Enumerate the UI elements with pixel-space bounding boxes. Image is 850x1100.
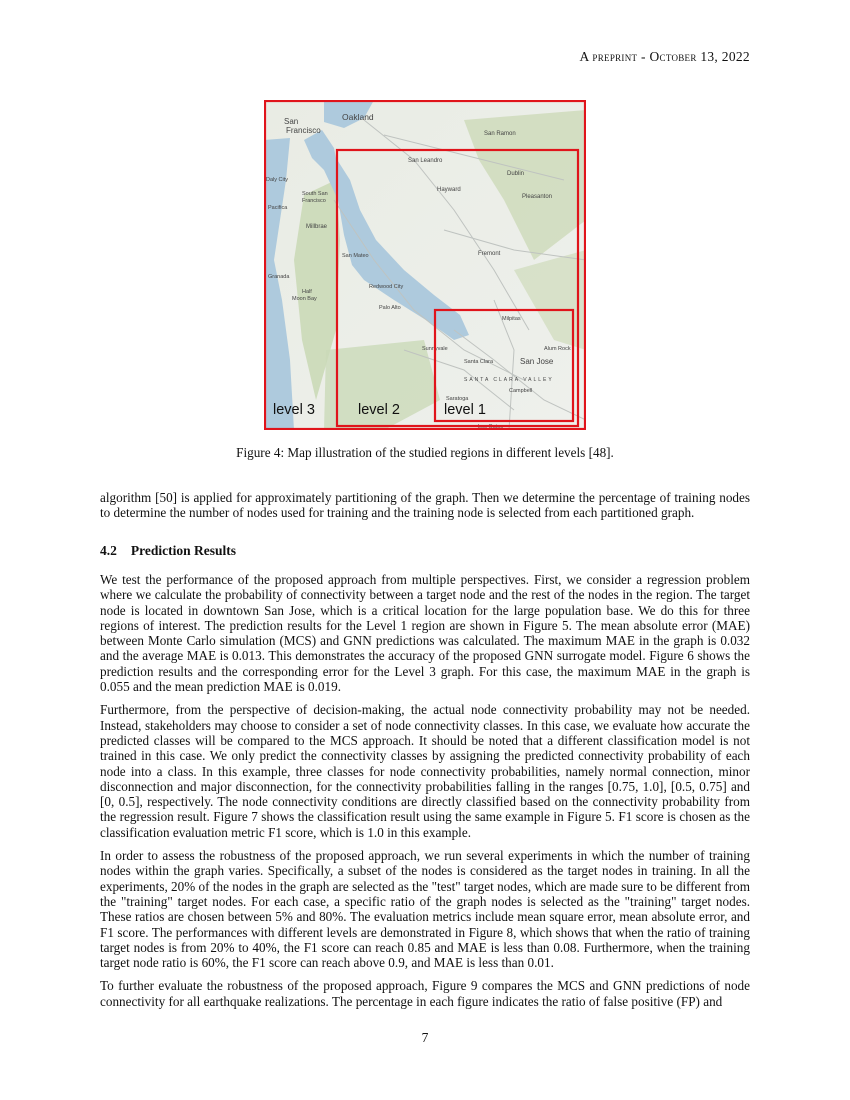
map-label: Los Gatos [478,424,504,430]
map-label: San [284,117,299,126]
paragraph: algorithm [50] is applied for approximately partitioning of the graph. Then we determine the percentage of training nodes to determine the number of nodes used for training and the training node is selected from each partitioned graph. [100,490,750,521]
running-header: A preprint - October 13, 2022 [579,49,750,64]
map-label: San Leandro [408,158,443,164]
map-label: Granada [268,274,290,280]
map-label: Redwood City [369,284,404,290]
paragraph: To further evaluate the robustness of the proposed approach, Figure 9 compares the MCS and GNN predictions of node connectivity for all earthquake realizations. The percentage in each figure indicates the ratio of false positive (FP) and [100,978,750,1009]
map-label: Saratoga [446,396,469,402]
map-label: Alum Rock [544,346,571,352]
map-label: Sunnyvale [422,346,448,352]
section-number: 4.2 [100,543,117,558]
map-figure [264,100,586,430]
section-body [100,572,750,1017]
map-label: Dublin [507,171,525,177]
map-label: Hayward [437,187,461,193]
map-label: Santa Clara [464,359,494,365]
map-label: Campbell [509,388,533,394]
map-label: Half [302,289,312,295]
map-label: Milpitas [502,316,521,322]
paragraph-top [100,490,750,529]
section-heading [100,543,236,559]
paragraph: We test the performance of the proposed approach from multiple perspectives. First, we consider a regression problem where we calculate the probability of connectivity between a target node and the rest of the nodes in the region. The target node is located in downtown San Jose, which is a critical location for the large population base. We do this for three regions of interest. The prediction results for the Level 1 region are shown in Figure 5. The mean absolute error (MAE) between Monte Carlo simulation (MCS) and GNN predictions was calculated. The maximum MAE in the graph is 0.032 and the average MAE is 0.013. This demonstrates the accuracy of the proposed GNN surrogate model. Figure 6 shows the prediction results and the corresponding error for the Level 3 graph. For this case, the maximum MAE in the graph is 0.055 and the mean prediction MAE is 0.019. [100,572,750,695]
map-label: San Jose [520,357,554,366]
paragraph: Furthermore, from the perspective of decision-making, the actual node connectivity probability may not be needed. Instead, stakeholders may choose to consider a set of node connectivity classes. In this case, we evaluate how accurate the predicted classes will be compared to the MCS approach. It should be noted that a different classification model is not trained in this case. We only predict the connectivity classes by assigning the predicted connectivity probability of each node into a class. In this example, three classes for node connectivity probabilities, namely normal connection, minor disconnection and major disconnection, for the connectivity probabilities falling in the ranges [0.75, 1.0], [0.5, 0.75] and [0, 0.5], respectively. The node connectivity conditions are directly classified based on the connectivity probability from the regression result. Figure 7 shows the classification result using the same example in Figure 5. F1 score is chosen as the classification evaluation metric F1 score, which is 1.0 in this example. [100,702,750,840]
map-label: Pleasanton [522,194,553,200]
map-label: San Mateo [342,253,369,259]
map-label: San Ramon [484,131,516,137]
map-label: Fremont [478,251,501,257]
level-2-label: level 2 [358,402,400,418]
map-label: Moon Bay [292,296,317,302]
figure-caption: Figure 4: Map illustration of the studied regions in different levels [48]. [236,445,614,460]
map-label: South San [302,191,328,197]
map-label: Oakland [342,112,374,122]
paragraph: In order to assess the robustness of the proposed approach, we run several experiments in which the number of training nodes within the graph varies. Specifically, a subset of the nodes is considered as the target nodes in training. In all the experiments, 20% of the nodes in the graph are selected as the "test" target nodes, which are made sure to be different from the "training" target nodes. For each case, a specific ratio of the graph nodes is selected as the "training" target nodes. These ratios are chosen between 5% and 80%. The evaluation metrics include mean square error, mean absolute error, and F1 score. The performances with different levels are demonstrated in Figure 8, which shows that when the ratio of training target nodes is from 20% to 40%, the F1 score can reach 0.85 and MAE is less than 0.08. Furthermore, when the training target node ratio is 60%, the F1 score can reach above 0.9, and MAE is less than 0.01. [100,848,750,971]
map-label: Palo Alto [379,305,401,311]
section-title: Prediction Results [130,543,236,558]
page-number: 7 [421,1030,429,1045]
map-label: Daly City [266,177,289,183]
map-label: Francisco [286,126,321,135]
map-label: Pacifica [268,205,288,211]
map-label: SANTA CLARA VALLEY [464,377,554,383]
level-1-label: level 1 [444,402,486,418]
map-label: Francisco [302,198,326,204]
map-label: Millbrae [306,224,328,230]
level-3-label: level 3 [273,402,315,418]
region-map [264,100,586,430]
